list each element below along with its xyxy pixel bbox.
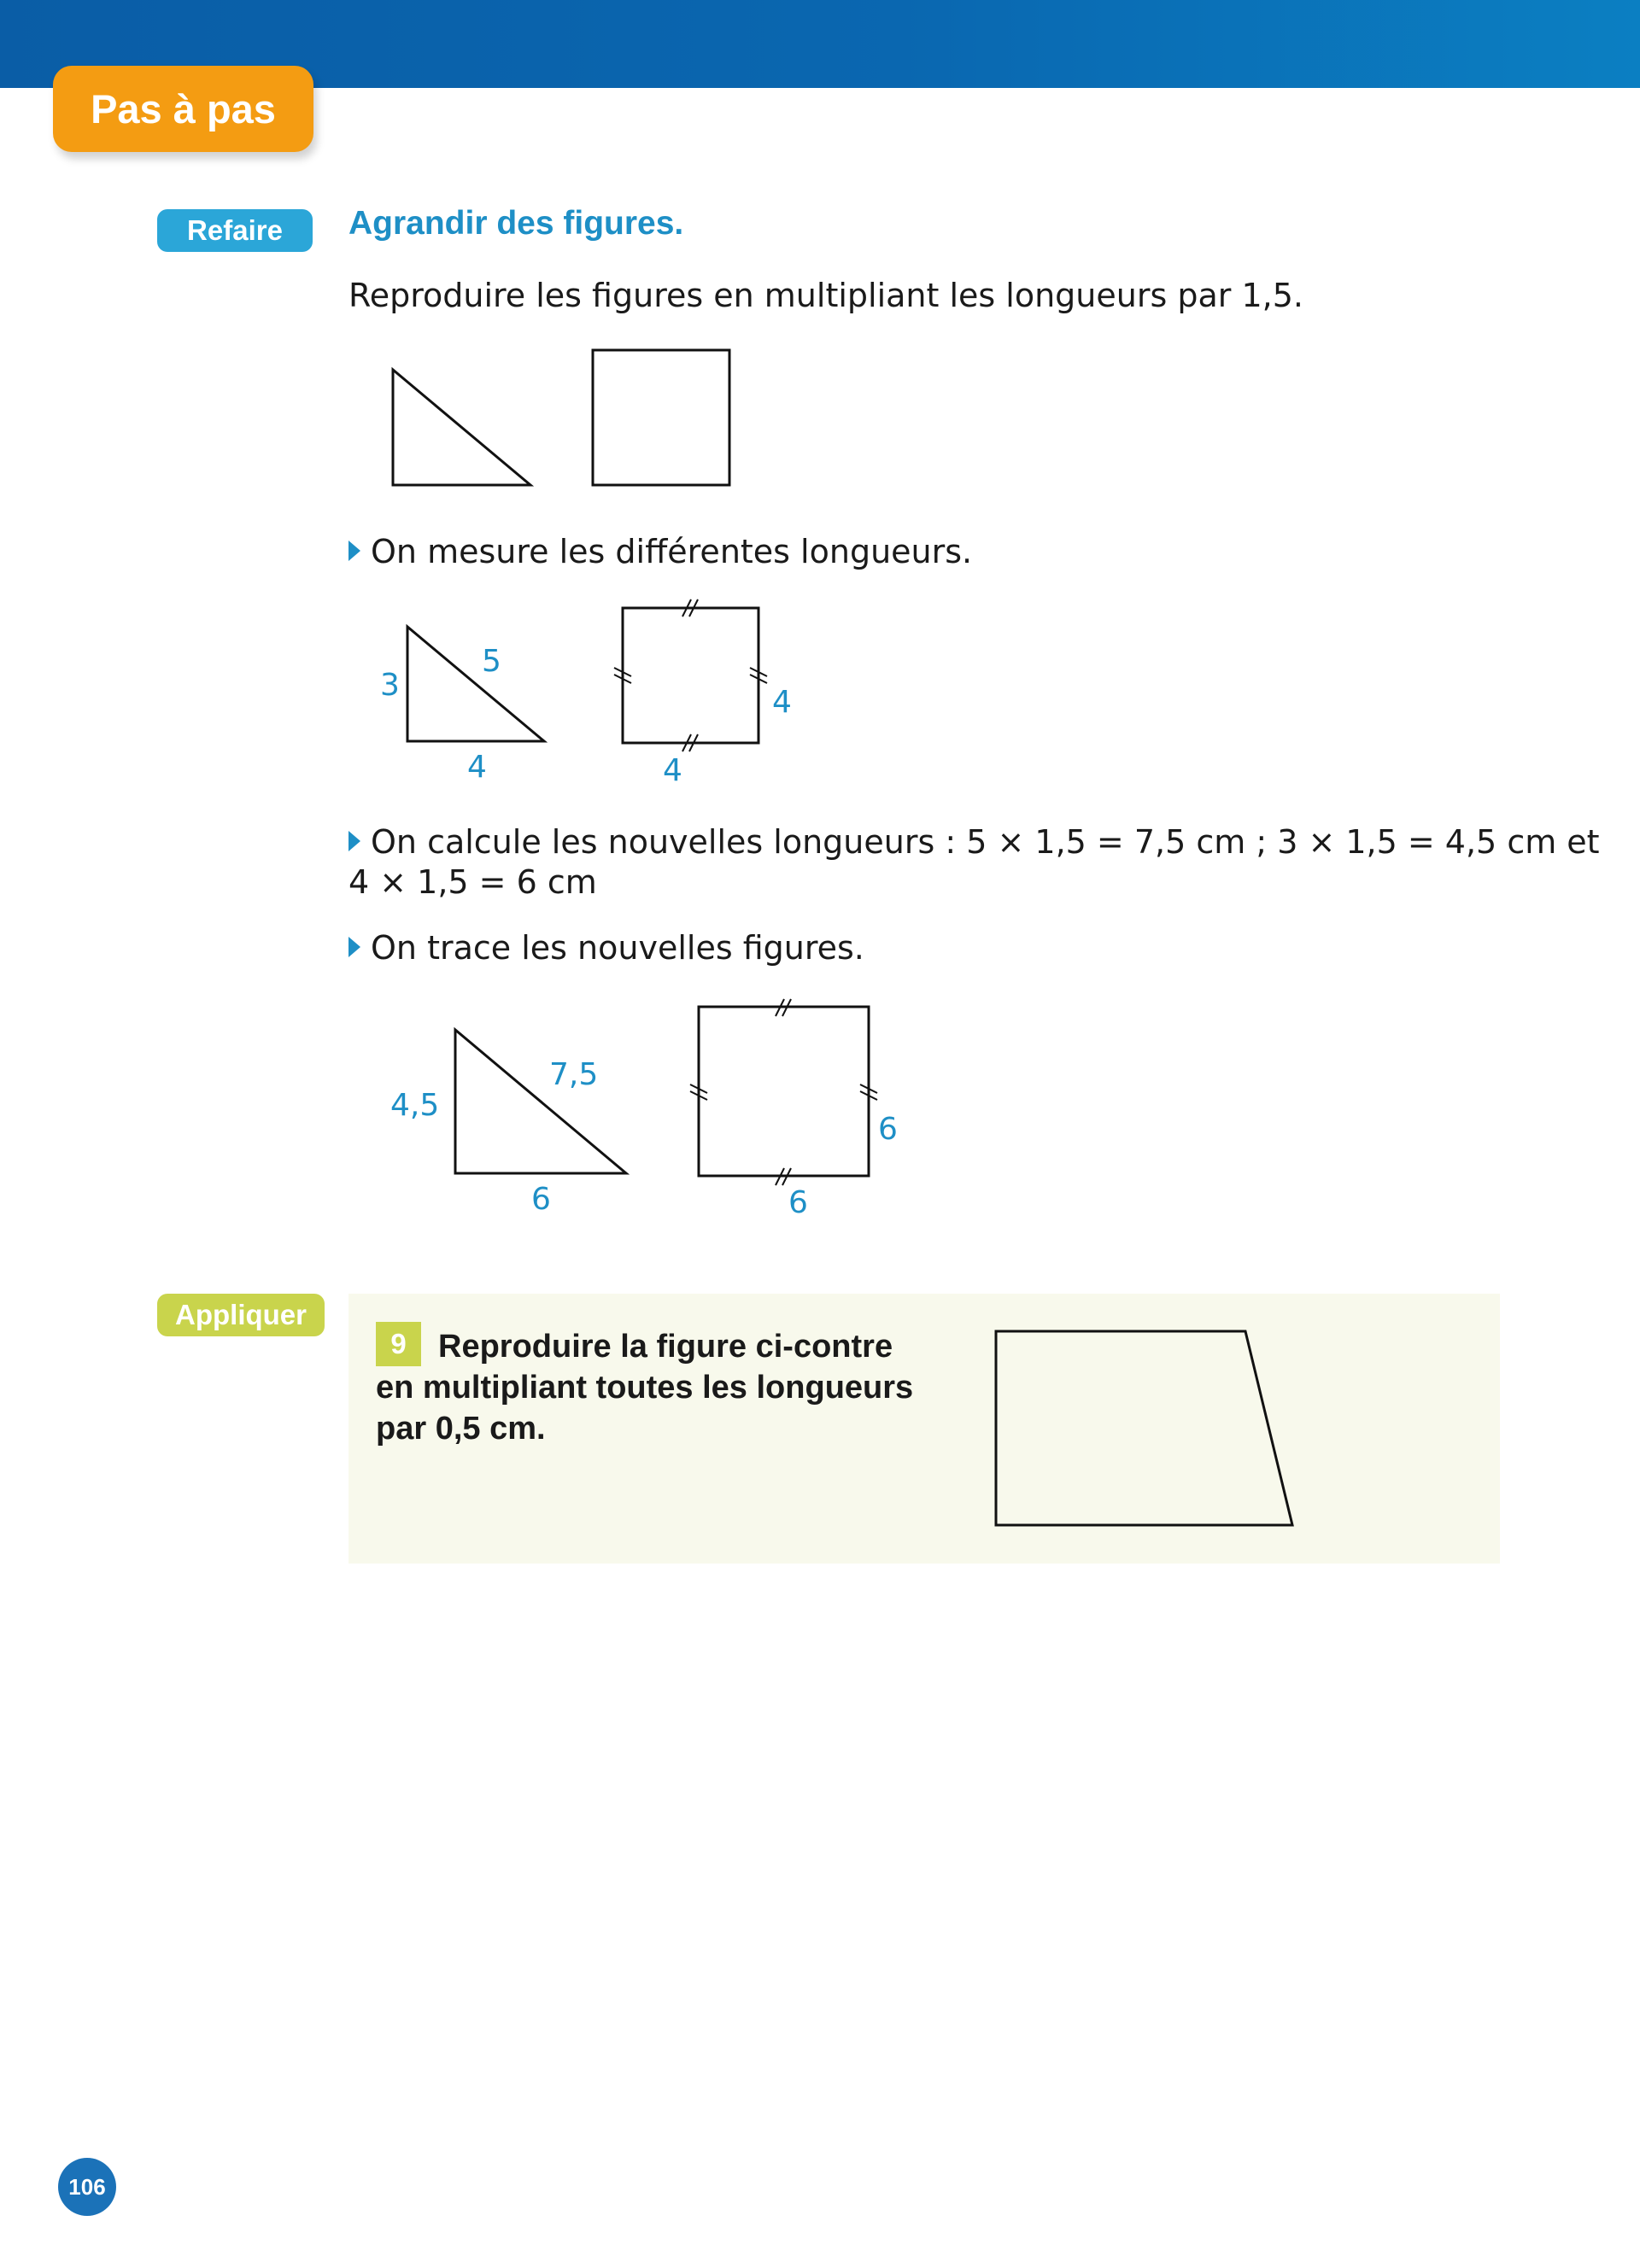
- new-triangle-base-label: 6: [531, 1182, 551, 1217]
- section-tab: Pas à pas: [53, 66, 313, 152]
- appliquer-badge: Appliquer: [157, 1294, 325, 1336]
- page-number: 106: [58, 2158, 116, 2216]
- new-triangle-height-label: 4,5: [390, 1088, 440, 1123]
- step-calculate-text-line1: On calcule les nouvelles longueurs : 5 × 1,5 = 7,5 cm ; 3 × 1,5 = 4,5 cm et: [371, 823, 1600, 861]
- exercise-number: 9: [376, 1322, 421, 1366]
- new-triangle-hyp-label: 7,5: [549, 1057, 599, 1092]
- trapezoid-figure: [996, 1331, 1292, 1525]
- step-draw-text: On trace les nouvelles figures.: [371, 929, 864, 967]
- exercise-text: Reproduire la figure ci-contre en multipliant toutes les longueurs par 0,5 cm.: [376, 1329, 914, 1447]
- new-square-bottom-label: 6: [788, 1185, 808, 1220]
- step-measure-text: On mesure les différentes longueurs.: [371, 533, 973, 570]
- new-square-side-label: 6: [878, 1112, 898, 1147]
- measured-triangle-hyp-label: 5: [482, 644, 501, 679]
- measured-triangle-base-label: 4: [467, 750, 487, 785]
- instruction-text: Reproduire les figures en multipliant les longueurs par 1,5.: [348, 277, 1303, 314]
- section-heading: Agrandir des figures.: [348, 205, 684, 242]
- measured-square-bottom-label: 4: [663, 753, 682, 788]
- step-calculate-text-line2: 4 × 1,5 = 6 cm: [348, 863, 597, 901]
- measured-square-side-label: 4: [772, 685, 792, 720]
- refaire-badge: Refaire: [157, 209, 313, 252]
- measured-triangle-height-label: 3: [380, 668, 400, 703]
